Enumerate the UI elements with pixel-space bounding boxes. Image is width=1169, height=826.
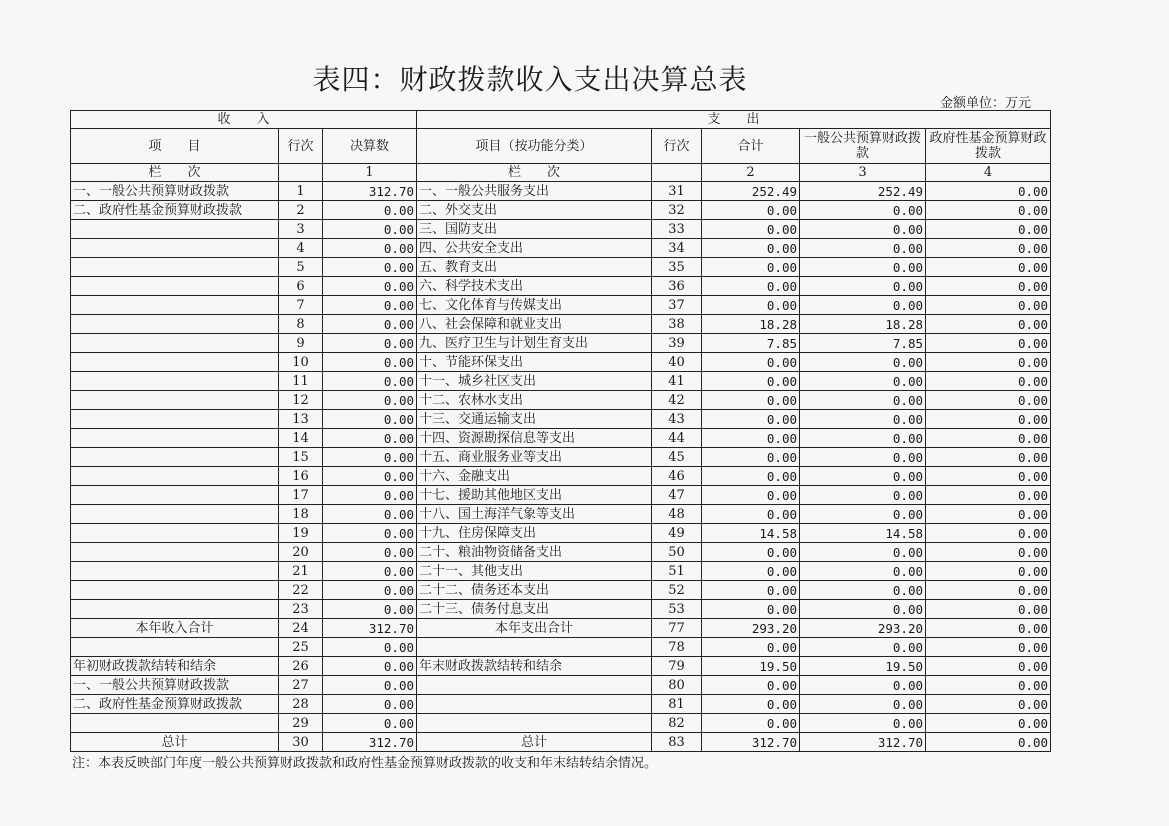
income-value-cell: 0.00 [323,467,417,486]
general-budget-cell: 0.00 [800,562,926,581]
gov-fund-cell: 0.00 [926,201,1051,220]
gov-fund-cell: 0.00 [926,505,1051,524]
table-row [71,315,1051,334]
income-value-cell: 0.00 [323,372,417,391]
income-item-cell [71,562,279,581]
income-value-cell: 0.00 [323,638,417,657]
income-item-cell [71,467,279,486]
income-row-no-cell: 4 [279,239,323,258]
col-general-header: 一般公共预算财政拨款 [800,129,926,164]
general-budget-cell: 0.00 [800,239,926,258]
total-cell: 0.00 [702,543,800,562]
general-budget-cell: 0.00 [800,372,926,391]
income-item-cell: 二、政府性基金预算财政拨款 [71,695,279,714]
general-budget-cell: 0.00 [800,638,926,657]
income-item-cell: 本年收入合计 [71,619,279,638]
table-row [71,391,1051,410]
expense-item-cell: 二十三、债务付息支出 [417,600,652,619]
income-item-cell [71,714,279,733]
total-cell: 0.00 [702,429,800,448]
col-item-header: 项 目 [71,129,279,164]
lane-blank [279,164,323,182]
table-row [71,676,1051,695]
gov-fund-cell: 0.00 [926,467,1051,486]
expense-row-no-cell: 37 [652,296,702,315]
general-budget-cell: 0.00 [800,391,926,410]
income-item-cell [71,296,279,315]
expense-row-no-cell: 35 [652,258,702,277]
income-value-cell: 0.00 [323,600,417,619]
total-cell: 0.00 [702,714,800,733]
header-row-lanes [71,164,1051,182]
table-row [71,410,1051,429]
expense-row-no-cell: 78 [652,638,702,657]
lane-3: 3 [800,164,926,182]
total-cell: 0.00 [702,638,800,657]
income-row-no-cell: 21 [279,562,323,581]
expense-item-cell: 二十一、其他支出 [417,562,652,581]
income-item-cell [71,277,279,296]
expense-row-no-cell: 77 [652,619,702,638]
expense-item-cell [417,695,652,714]
income-value-cell: 312.70 [323,619,417,638]
total-cell: 0.00 [702,277,800,296]
expense-row-no-cell: 38 [652,315,702,334]
total-cell: 0.00 [702,296,800,315]
income-value-cell: 0.00 [323,562,417,581]
table-row [71,524,1051,543]
income-row-no-cell: 8 [279,315,323,334]
table-row [71,467,1051,486]
income-row-no-cell: 17 [279,486,323,505]
income-row-no-cell: 6 [279,277,323,296]
income-value-cell: 0.00 [323,543,417,562]
lane-1: 1 [323,164,417,182]
income-value-cell: 0.00 [323,315,417,334]
total-cell: 0.00 [702,581,800,600]
expense-item-cell: 八、社会保障和就业支出 [417,315,652,334]
table-row [71,296,1051,315]
total-cell: 0.00 [702,372,800,391]
total-cell: 0.00 [702,486,800,505]
table-row [71,429,1051,448]
general-budget-cell: 0.00 [800,676,926,695]
expense-row-no-cell: 48 [652,505,702,524]
col-row-no-header: 行次 [279,129,323,164]
gov-fund-cell: 0.00 [926,562,1051,581]
expense-item-cell: 四、公共安全支出 [417,239,652,258]
general-budget-cell: 19.50 [800,657,926,676]
gov-fund-cell: 0.00 [926,619,1051,638]
general-budget-cell: 14.58 [800,524,926,543]
table-row [71,562,1051,581]
general-budget-cell: 312.70 [800,733,926,752]
table-row [71,334,1051,353]
income-row-no-cell: 10 [279,353,323,372]
general-budget-cell: 252.49 [800,182,926,201]
income-row-no-cell: 14 [279,429,323,448]
expense-item-cell: 本年支出合计 [417,619,652,638]
table-body [71,182,1051,752]
general-budget-cell: 0.00 [800,695,926,714]
expense-row-no-cell: 34 [652,239,702,258]
income-item-cell [71,391,279,410]
gov-fund-cell: 0.00 [926,429,1051,448]
expense-group-header: 支 出 [417,111,1051,129]
total-cell: 0.00 [702,448,800,467]
income-row-no-cell: 23 [279,600,323,619]
gov-fund-cell: 0.00 [926,353,1051,372]
general-budget-cell: 0.00 [800,486,926,505]
income-value-cell: 0.00 [323,239,417,258]
expense-item-cell: 九、医疗卫生与计划生育支出 [417,334,652,353]
expense-item-cell: 七、文化体育与传媒支出 [417,296,652,315]
expense-row-no-cell: 33 [652,220,702,239]
expense-row-no-cell: 46 [652,467,702,486]
lane-label: 栏 次 [71,164,279,182]
total-cell: 0.00 [702,600,800,619]
income-row-no-cell: 26 [279,657,323,676]
expense-row-no-cell: 36 [652,277,702,296]
income-value-cell: 0.00 [323,486,417,505]
income-group-header: 收 入 [71,111,417,129]
table-row [71,258,1051,277]
income-value-cell: 0.00 [323,334,417,353]
income-value-cell: 312.70 [323,733,417,752]
table-row [71,505,1051,524]
header-row-columns [71,129,1051,164]
general-budget-cell: 0.00 [800,277,926,296]
general-budget-cell: 0.00 [800,220,926,239]
unit-label: 金额单位：万元 [940,96,1032,111]
income-row-no-cell: 12 [279,391,323,410]
expense-item-cell: 十一、城乡社区支出 [417,372,652,391]
total-cell: 19.50 [702,657,800,676]
expense-item-cell: 十七、援助其他地区支出 [417,486,652,505]
gov-fund-cell: 0.00 [926,600,1051,619]
total-cell: 0.00 [702,410,800,429]
income-value-cell: 0.00 [323,353,417,372]
expense-item-cell: 二十二、债务还本支出 [417,581,652,600]
total-cell: 0.00 [702,467,800,486]
general-budget-cell: 0.00 [800,201,926,220]
gov-fund-cell: 0.00 [926,258,1051,277]
expense-item-cell: 总计 [417,733,652,752]
table-row [71,201,1051,220]
gov-fund-cell: 0.00 [926,524,1051,543]
expense-item-cell [417,714,652,733]
general-budget-cell: 0.00 [800,600,926,619]
total-cell: 0.00 [702,676,800,695]
expense-item-cell: 十五、商业服务业等支出 [417,448,652,467]
income-item-cell [71,581,279,600]
income-value-cell: 0.00 [323,524,417,543]
income-value-cell: 312.70 [323,182,417,201]
income-item-cell [71,543,279,562]
lane-4: 4 [926,164,1051,182]
table-row [71,220,1051,239]
col-final-header: 决算数 [323,129,417,164]
income-row-no-cell: 27 [279,676,323,695]
income-item-cell [71,505,279,524]
general-budget-cell: 0.00 [800,714,926,733]
gov-fund-cell: 0.00 [926,581,1051,600]
income-item-cell [71,334,279,353]
expense-row-no-cell: 31 [652,182,702,201]
general-budget-cell: 0.00 [800,258,926,277]
income-row-no-cell: 13 [279,410,323,429]
general-budget-cell: 0.00 [800,505,926,524]
income-item-cell [71,220,279,239]
expense-item-cell: 十三、交通运输支出 [417,410,652,429]
expense-row-no-cell: 51 [652,562,702,581]
gov-fund-cell: 0.00 [926,733,1051,752]
income-value-cell: 0.00 [323,505,417,524]
expense-item-cell: 六、科学技术支出 [417,277,652,296]
lane-blank-2 [652,164,702,182]
table-row [71,543,1051,562]
expense-row-no-cell: 44 [652,429,702,448]
total-cell: 14.58 [702,524,800,543]
gov-fund-cell: 0.00 [926,391,1051,410]
income-item-cell: 二、政府性基金预算财政拨款 [71,201,279,220]
gov-fund-cell: 0.00 [926,239,1051,258]
gov-fund-cell: 0.00 [926,372,1051,391]
expense-row-no-cell: 42 [652,391,702,410]
income-value-cell: 0.00 [323,277,417,296]
table-row [71,372,1051,391]
gov-fund-cell: 0.00 [926,296,1051,315]
general-budget-cell: 0.00 [800,429,926,448]
general-budget-cell: 0.00 [800,296,926,315]
income-row-no-cell: 20 [279,543,323,562]
expense-item-cell [417,676,652,695]
expense-item-cell: 二十、粮油物资储备支出 [417,543,652,562]
income-value-cell: 0.00 [323,220,417,239]
income-value-cell: 0.00 [323,448,417,467]
expense-row-no-cell: 83 [652,733,702,752]
total-cell: 312.70 [702,733,800,752]
expense-row-no-cell: 81 [652,695,702,714]
general-budget-cell: 0.00 [800,410,926,429]
income-value-cell: 0.00 [323,410,417,429]
income-value-cell: 0.00 [323,581,417,600]
total-cell: 0.00 [702,695,800,714]
table-row [71,581,1051,600]
table-row [71,657,1051,676]
gov-fund-cell: 0.00 [926,410,1051,429]
income-row-no-cell: 2 [279,201,323,220]
general-budget-cell: 0.00 [800,353,926,372]
expense-row-no-cell: 43 [652,410,702,429]
general-budget-cell: 7.85 [800,334,926,353]
table-row [71,277,1051,296]
income-item-cell [71,600,279,619]
income-row-no-cell: 29 [279,714,323,733]
general-budget-cell: 0.00 [800,581,926,600]
table-row [71,448,1051,467]
income-item-cell [71,448,279,467]
lane-label-2: 栏 次 [417,164,652,182]
col-row-no2-header: 行次 [652,129,702,164]
general-budget-cell: 293.20 [800,619,926,638]
income-row-no-cell: 7 [279,296,323,315]
income-row-no-cell: 19 [279,524,323,543]
expense-row-no-cell: 47 [652,486,702,505]
income-value-cell: 0.00 [323,676,417,695]
income-value-cell: 0.00 [323,391,417,410]
expense-row-no-cell: 79 [652,657,702,676]
income-item-cell: 一、一般公共预算财政拨款 [71,182,279,201]
income-value-cell: 0.00 [323,258,417,277]
expense-item-cell: 五、教育支出 [417,258,652,277]
gov-fund-cell: 0.00 [926,676,1051,695]
table-row [71,182,1051,201]
income-item-cell: 一、一般公共预算财政拨款 [71,676,279,695]
gov-fund-cell: 0.00 [926,695,1051,714]
expense-item-cell: 年末财政拨款结转和结余 [417,657,652,676]
income-item-cell [71,638,279,657]
expense-item-cell: 十六、金融支出 [417,467,652,486]
income-item-cell [71,372,279,391]
general-budget-cell: 0.00 [800,448,926,467]
table-row [71,353,1051,372]
expense-item-cell: 一、一般公共服务支出 [417,182,652,201]
gov-fund-cell: 0.00 [926,714,1051,733]
general-budget-cell: 0.00 [800,543,926,562]
total-cell: 0.00 [702,505,800,524]
total-cell: 18.28 [702,315,800,334]
expense-item-cell: 十、节能环保支出 [417,353,652,372]
page-title: 表四：财政拨款收入支出决算总表 [312,63,748,96]
expense-item-cell: 十四、资源勘探信息等支出 [417,429,652,448]
income-row-no-cell: 28 [279,695,323,714]
expense-row-no-cell: 49 [652,524,702,543]
expense-row-no-cell: 39 [652,334,702,353]
general-budget-cell: 0.00 [800,467,926,486]
income-row-no-cell: 1 [279,182,323,201]
expense-row-no-cell: 41 [652,372,702,391]
income-item-cell [71,429,279,448]
income-row-no-cell: 15 [279,448,323,467]
lane-2: 2 [702,164,800,182]
income-item-cell: 总计 [71,733,279,752]
total-cell: 293.20 [702,619,800,638]
expense-row-no-cell: 82 [652,714,702,733]
income-row-no-cell: 3 [279,220,323,239]
income-value-cell: 0.00 [323,714,417,733]
income-row-no-cell: 18 [279,505,323,524]
income-row-no-cell: 24 [279,619,323,638]
income-row-no-cell: 11 [279,372,323,391]
income-value-cell: 0.00 [323,657,417,676]
expense-row-no-cell: 53 [652,600,702,619]
expense-row-no-cell: 40 [652,353,702,372]
expense-row-no-cell: 80 [652,676,702,695]
income-row-no-cell: 5 [279,258,323,277]
income-row-no-cell: 30 [279,733,323,752]
expense-item-cell: 二、外交支出 [417,201,652,220]
table-row [71,733,1051,752]
income-item-cell [71,353,279,372]
table-row [71,486,1051,505]
total-cell: 0.00 [702,201,800,220]
expense-row-no-cell: 50 [652,543,702,562]
table-row [71,239,1051,258]
expense-item-cell: 十八、国土海洋气象等支出 [417,505,652,524]
total-cell: 0.00 [702,258,800,277]
header-row-groups [71,111,1051,129]
gov-fund-cell: 0.00 [926,543,1051,562]
income-item-cell [71,486,279,505]
table-row [71,638,1051,657]
budget-table [70,110,1051,752]
footnote: 注：本表反映部门年度一般公共预算财政拨款和政府性基金预算财政拨款的收支和年末结转结余情况。 [72,756,658,771]
income-value-cell: 0.00 [323,429,417,448]
expense-item-cell: 十九、住房保障支出 [417,524,652,543]
income-row-no-cell: 25 [279,638,323,657]
income-value-cell: 0.00 [323,296,417,315]
gov-fund-cell: 0.00 [926,315,1051,334]
expense-row-no-cell: 32 [652,201,702,220]
total-cell: 252.49 [702,182,800,201]
expense-item-cell: 三、国防支出 [417,220,652,239]
col-total-header: 合计 [702,129,800,164]
total-cell: 0.00 [702,220,800,239]
gov-fund-cell: 0.00 [926,220,1051,239]
expense-row-no-cell: 52 [652,581,702,600]
income-item-cell [71,258,279,277]
income-item-cell [71,239,279,258]
table-row [71,714,1051,733]
general-budget-cell: 18.28 [800,315,926,334]
total-cell: 0.00 [702,353,800,372]
income-row-no-cell: 9 [279,334,323,353]
table-row [71,695,1051,714]
gov-fund-cell: 0.00 [926,334,1051,353]
income-item-cell: 年初财政拨款结转和结余 [71,657,279,676]
col-func-item-header: 项目（按功能分类） [417,129,652,164]
total-cell: 0.00 [702,239,800,258]
expense-row-no-cell: 45 [652,448,702,467]
income-item-cell [71,410,279,429]
income-value-cell: 0.00 [323,695,417,714]
gov-fund-cell: 0.00 [926,638,1051,657]
total-cell: 0.00 [702,562,800,581]
gov-fund-cell: 0.00 [926,657,1051,676]
gov-fund-cell: 0.00 [926,448,1051,467]
expense-item-cell [417,638,652,657]
table-row [71,619,1051,638]
income-row-no-cell: 22 [279,581,323,600]
income-value-cell: 0.00 [323,201,417,220]
expense-item-cell: 十二、农林水支出 [417,391,652,410]
table-row [71,600,1051,619]
total-cell: 7.85 [702,334,800,353]
gov-fund-cell: 0.00 [926,486,1051,505]
income-item-cell [71,524,279,543]
gov-fund-cell: 0.00 [926,182,1051,201]
gov-fund-cell: 0.00 [926,277,1051,296]
col-gov-fund-header: 政府性基金预算财政拨款 [926,129,1051,164]
income-item-cell [71,315,279,334]
income-row-no-cell: 16 [279,467,323,486]
total-cell: 0.00 [702,391,800,410]
